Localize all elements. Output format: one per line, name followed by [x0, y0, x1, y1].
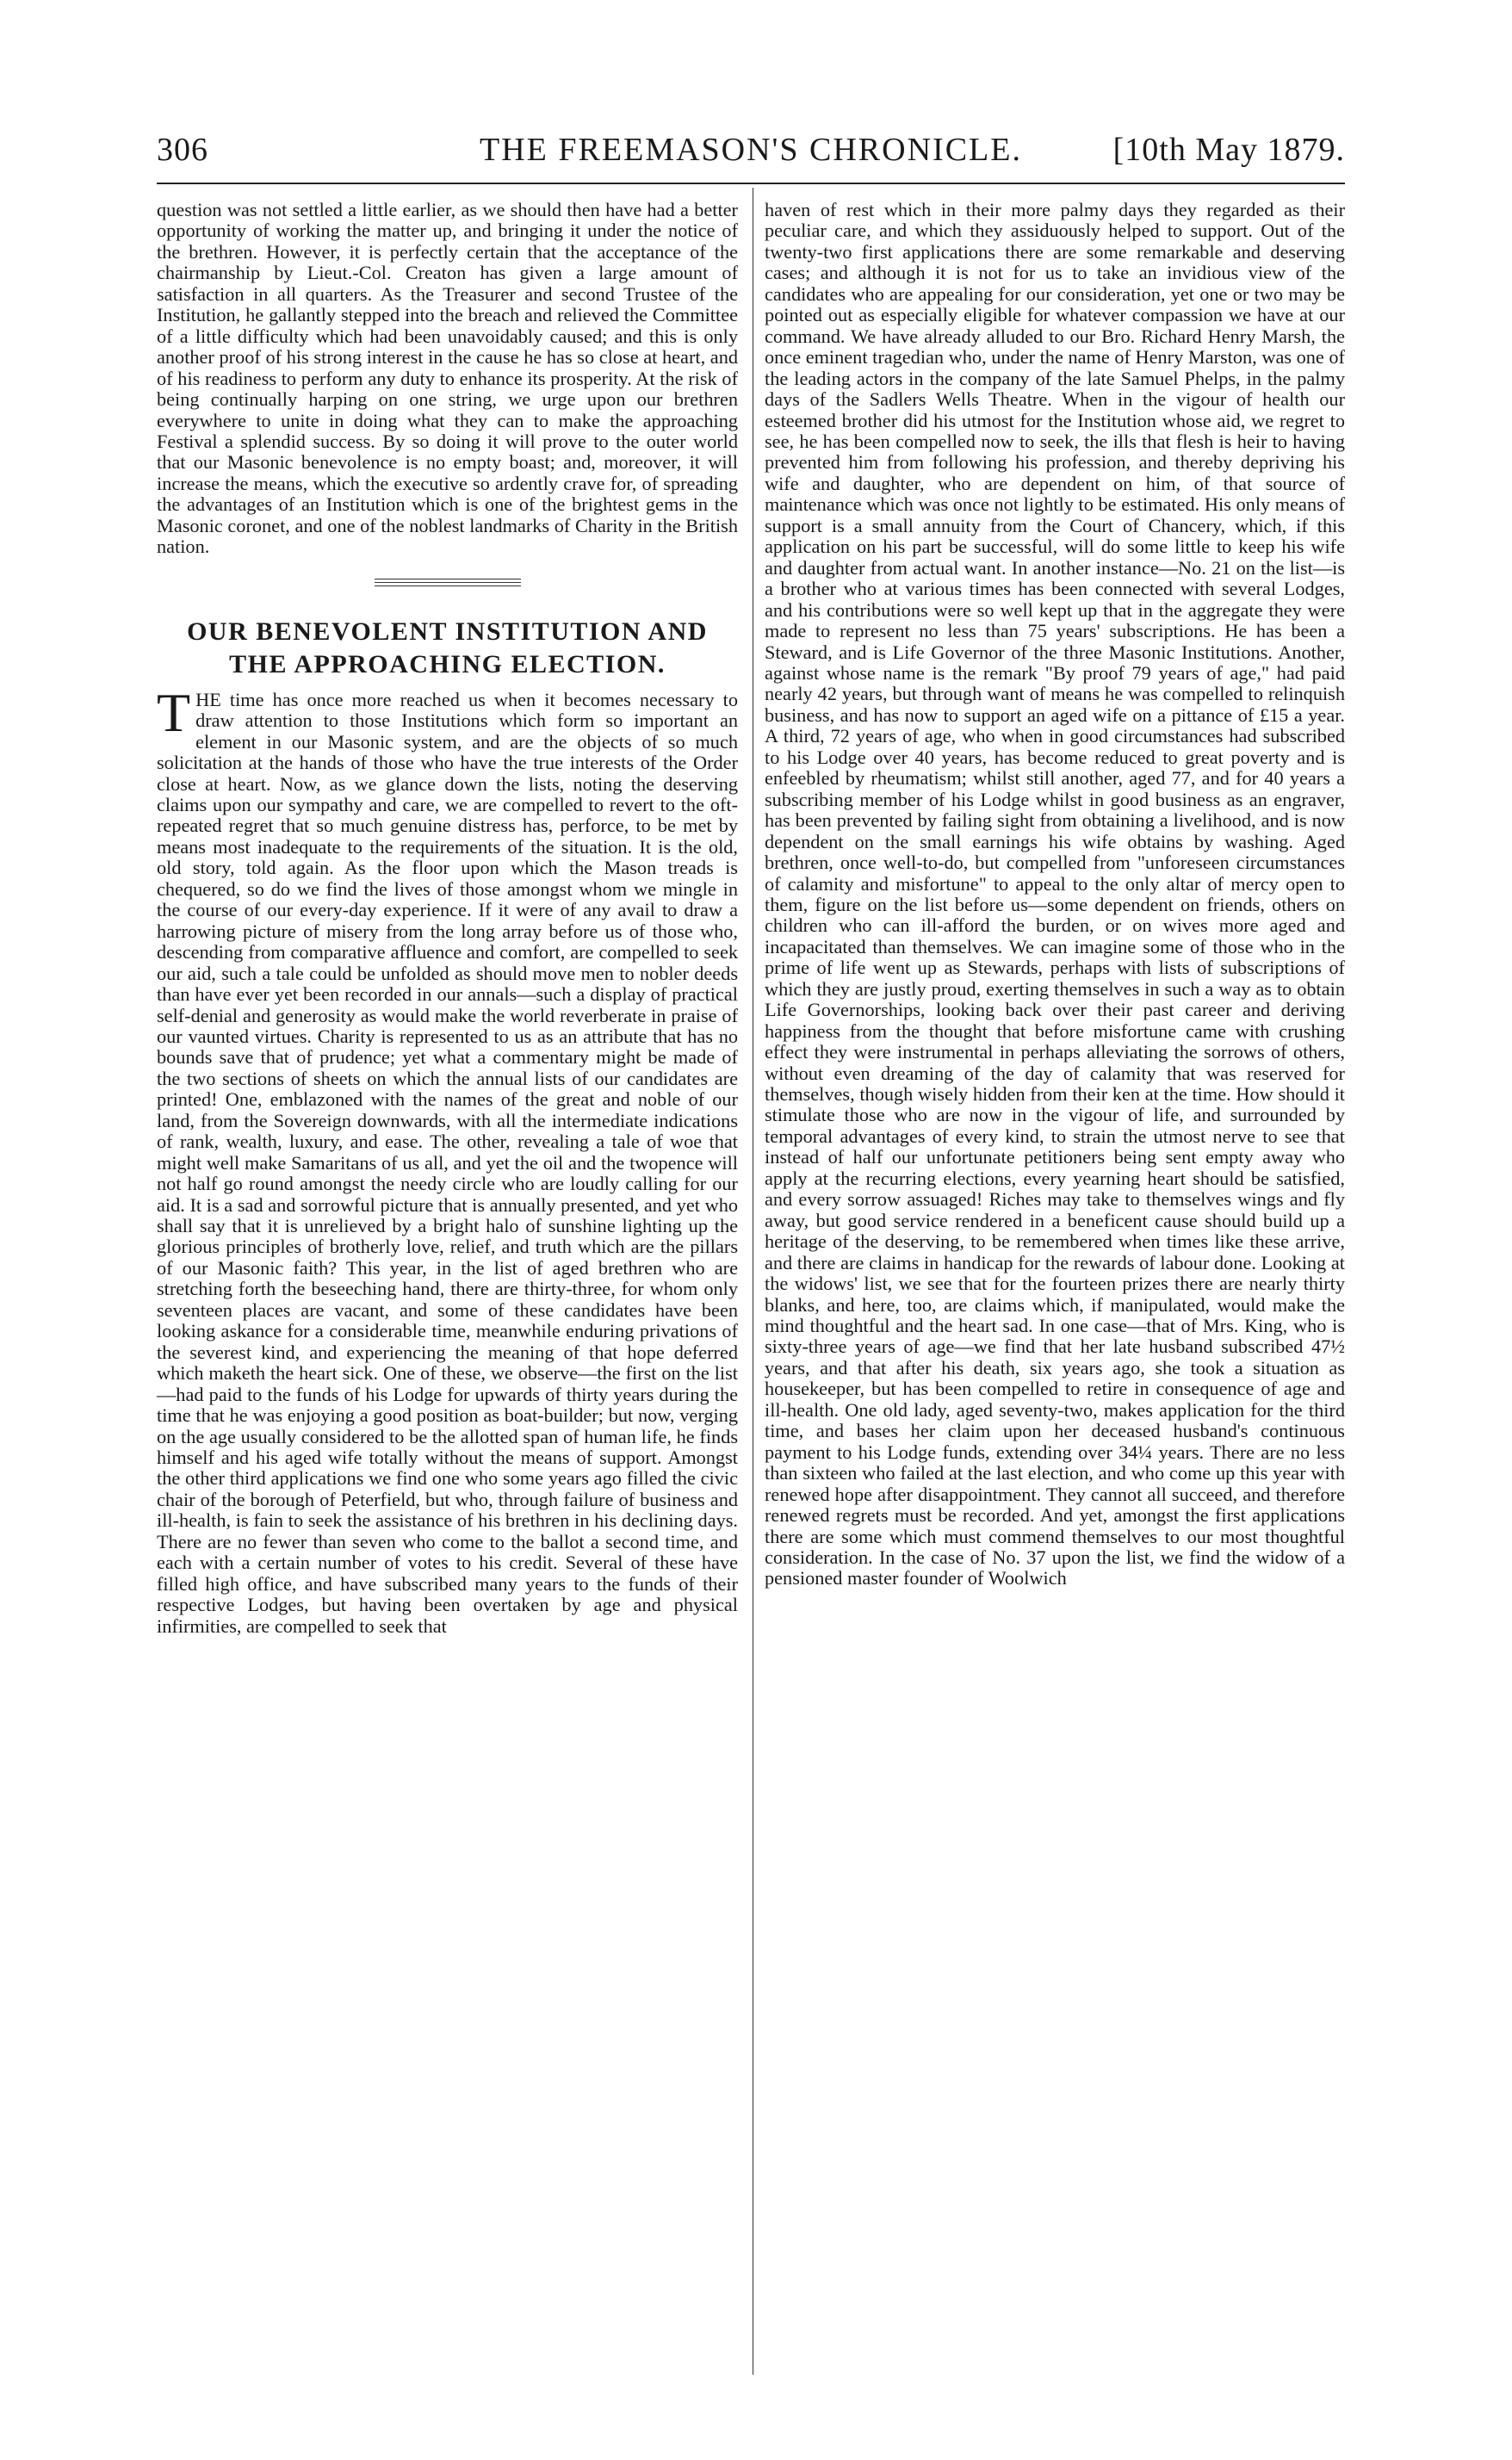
- header-rule: [157, 183, 1345, 184]
- article-heading: OUR BENEVOLENT INSTITUTION AND THE APPROACHING ELECTION.: [187, 617, 708, 679]
- section-divider: [375, 579, 521, 586]
- publication-title: THE FREEMASON'S CHRONICLE.: [480, 132, 1022, 168]
- issue-date: [10th May 1879.: [1112, 132, 1345, 168]
- page-header: [157, 131, 1345, 183]
- right-column: [765, 200, 1345, 1589]
- intro-paragraph: question was not settled a little earlier, as we should then have had a better opportunity of working the matter up, and bringing it under the notice of the brethren. However, it is perfectly certain that the acceptance of the chairmanship by Lieut.-Col. Creaton has given a large amount of satisfaction in all quarters. As the Treasurer and second Trustee of the Institution, he gallantly stepped into the breach and relieved the Committee of a little difficulty which had been unavoidably caused; and this is only another proof of his strong interest in the cause he has so close at heart, and of his readiness to perform any duty to enhance its prosperity. At the risk of being continually harping on one string, we urge upon our brethren everywhere to unite in doing what they can to make the approaching Festival a splendid success. By so doing it will prove to the outer world that our Masonic benevolence is no empty boast; and, moreover, it will increase the means, which the executive so ardently crave for, of spreading the advantages of an Institution which is one of the brightest gems in the Masonic coronet, and one of the noblest landmarks of Charity in the British nation.: [157, 199, 738, 558]
- article-first-paragraph: [157, 681, 738, 1637]
- page-number: 306: [157, 132, 208, 168]
- dropcap: T: [157, 681, 191, 743]
- article-first-text: HE time has once more reached us when it becomes necessary to draw attention to those Institutions which form so important an element in our Masonic system, and are the objects of so much solicitation at the hands of those who have the true interests of the Order close at heart. Now, as we glance down the lists, noting the deserving claims upon our sympathy and care, we are compelled to revert to the oft-repeated regret that so much genuine distress has, perforce, to be met by means most inadequate to the requirements of the situation. It is the old, old story, told again. As the floor upon which the Mason treads is chequered, so do we find the lives of those amongst whom we mingle in the course of our every-day experience. If it were of any avail to draw a harrowing picture of misery from the long array before us of those who, descending from comparative affluence and comfort, are compelled to seek our aid, such a tale could be unfolded as should move men to nobler deeds than have ever yet been recorded in our annals—such a display of practical self-denial and generosity as would make the world reverberate in praise of our vaunted virtues. Charity is represented to us as an attribute that has no bounds save that of prudence; yet what a commentary might be made of the two sections of sheets on which the annual lists of our candidates are printed! One, emblazoned with the names of the great and noble of our land, from the Sovereign downwards, with all the intermediate indications of rank, wealth, luxury, and ease. The other, revealing a tale of woe that might well make Samaritans of us all, and yet the oil and the twopence will not half go round amongst the needy circle who are loudly calling for our aid. It is a sad and sorrowful picture that is annually presented, and yet who shall say that it is unrelieved by a bright halo of sunshine lighting up the glorious principles of brotherly love, relief, and truth which are the pillars of our Masonic faith? This year, in the list of aged brethren who are stretching forth the beseeching hand, there are thirty-three, for whom only seventeen places are vacant, and some of these candidates have been looking askance for a considerable time, meanwhile enduring privations of the severest kind, and experiencing the meaning of that hope deferred which maketh the heart sick. One of these, we observe—the first on the list—had paid to the funds of his Lodge for upwards of thirty years during the time that he was enjoying a good position as boat-builder; but now, verging on the age usually considered to be the allotted span of human life, he finds himself and his aged wife totally without the means of support. Amongst the other third applications we find one who some years ago filled the civic chair of the borough of Peterfield, but who, through failure of business and ill-health, is fain to seek the assistance of his brethren in his declining days. There are no fewer than seven who come to the ballot a second time, and each with a certain number of votes to his credit. Several of these have filled high office, and have subscribed many years to the funds of their respective Lodges, but having been overtaken by age and physical infirmities, are compelled to seek that: [157, 688, 738, 1637]
- left-column: [157, 200, 738, 1637]
- right-column-text: haven of rest which in their more palmy days they regarded as their peculiar care, and which they assiduously helped to support. Out of the twenty-two first applications there are some remarkable and deserving cases; and although it is not for us to take an invidious view of the candidates who are appealing for our consideration, yet one or two may be pointed out as especially eligible for whatever compassion we have at our command. We have already alluded to our Bro. Richard Henry Marsh, the once eminent tragedian who, under the name of Henry Marston, was one of the leading actors in the company of the late Samuel Phelps, in the palmy days of the Sadlers Wells Theatre. When in the vigour of health our esteemed brother did his utmost for the Institution whose aid, we regret to see, he has been compelled now to seek, the ills that flesh is heir to having prevented him from following his profession, and thereby depriving his wife and daughter, who are dependent on him, of that source of maintenance which was once not lightly to be estimated. His only means of support is a small annuity from the Court of Chancery, which, if this application on his part be successful, will do some little to keep his wife and daughter from actual want. In another instance—No. 21 on the list—is a brother who at various times has been connected with several Lodges, and his contributions were so well kept up that in the aggregate they were made to represent no less than 75 years' subscriptions. He has been a Steward, and is Life Governor of the three Masonic Institutions. Another, against whose name is the remark "By proof 79 years of age," had paid nearly 42 years, but through want of means he was compelled to relinquish business, and has now to support an aged wife on a pittance of £15 a year. A third, 72 years of age, who when in good circumstances had subscribed to his Lodge over 40 years, has become reduced to great poverty and is enfeebled by rheumatism; whilst still another, aged 77, and for 40 years a subscribing member of his Lodge whilst in good business as an engraver, has been prevented by failing sight from obtaining a livelihood, and is now dependent on the small earnings his wife obtains by washing. Aged brethren, once well-to-do, but compelled from "unforeseen circumstances of calamity and misfortune" to appeal to the only altar of mercy open to them, figure on the list before us—some dependent on friends, others on children who can ill-afford the burden, or on wives more aged and incapacitated than themselves. We can imagine some of those who in the prime of life went up as Stewards, perhaps with lists of subscriptions of which they are justly proud, exerting themselves in such a way as to obtain Life Governorships, looking back over their past career and deriving happiness from the thought that before misfortune came with crushing effect they were instrumental in perhaps alleviating the sorrows of others, without even dreaming of the day of calamity that was reserved for themselves, though wisely hidden from their ken at the time. How should it stimulate those who are now in the vigour of life, and surrounded by temporal advantages of every kind, to strain the utmost nerve to see that instead of half our unfortunate petitioners being sent empty away who apply at the recurring elections, every yearning heart should be satisfied, and every sorrow assuaged! Riches may take to themselves wings and fly away, but good service rendered in a beneficent cause should build up a heritage of the deserving, to be remembered when times like these arrive, and there are claims in handicap for the rewards of labour done. Looking at the widows' list, we see that for the fourteen prizes there are nearly thirty blanks, and here, too, are claims which, if manipulated, would make the mind thoughtful and the heart sad. In one case—that of Mrs. King, who is sixty-three years of age—we find that her late husband subscribed 47½ years, and that after his death, six years ago, she took a situation as housekeeper, but has been compelled to retire in consequence of age and ill-health. One old lady, aged seventy-two, makes application for the third time, and bases her claim upon her deceased husband's continuous payment to his Lodge funds, extending over 34¼ years. There are no less than sixteen who failed at the last election, and who come up this year with renewed hope after disappointment. They cannot all succeed, and therefore renewed regrets must be recorded. And yet, amongst the first applications there are some which must commend themselves to our most thoughtful consideration. In the case of No. 37 upon the list, we find the widow of a pensioned master founder of Woolwich: [765, 199, 1345, 1589]
- divider-line-2: [375, 582, 521, 583]
